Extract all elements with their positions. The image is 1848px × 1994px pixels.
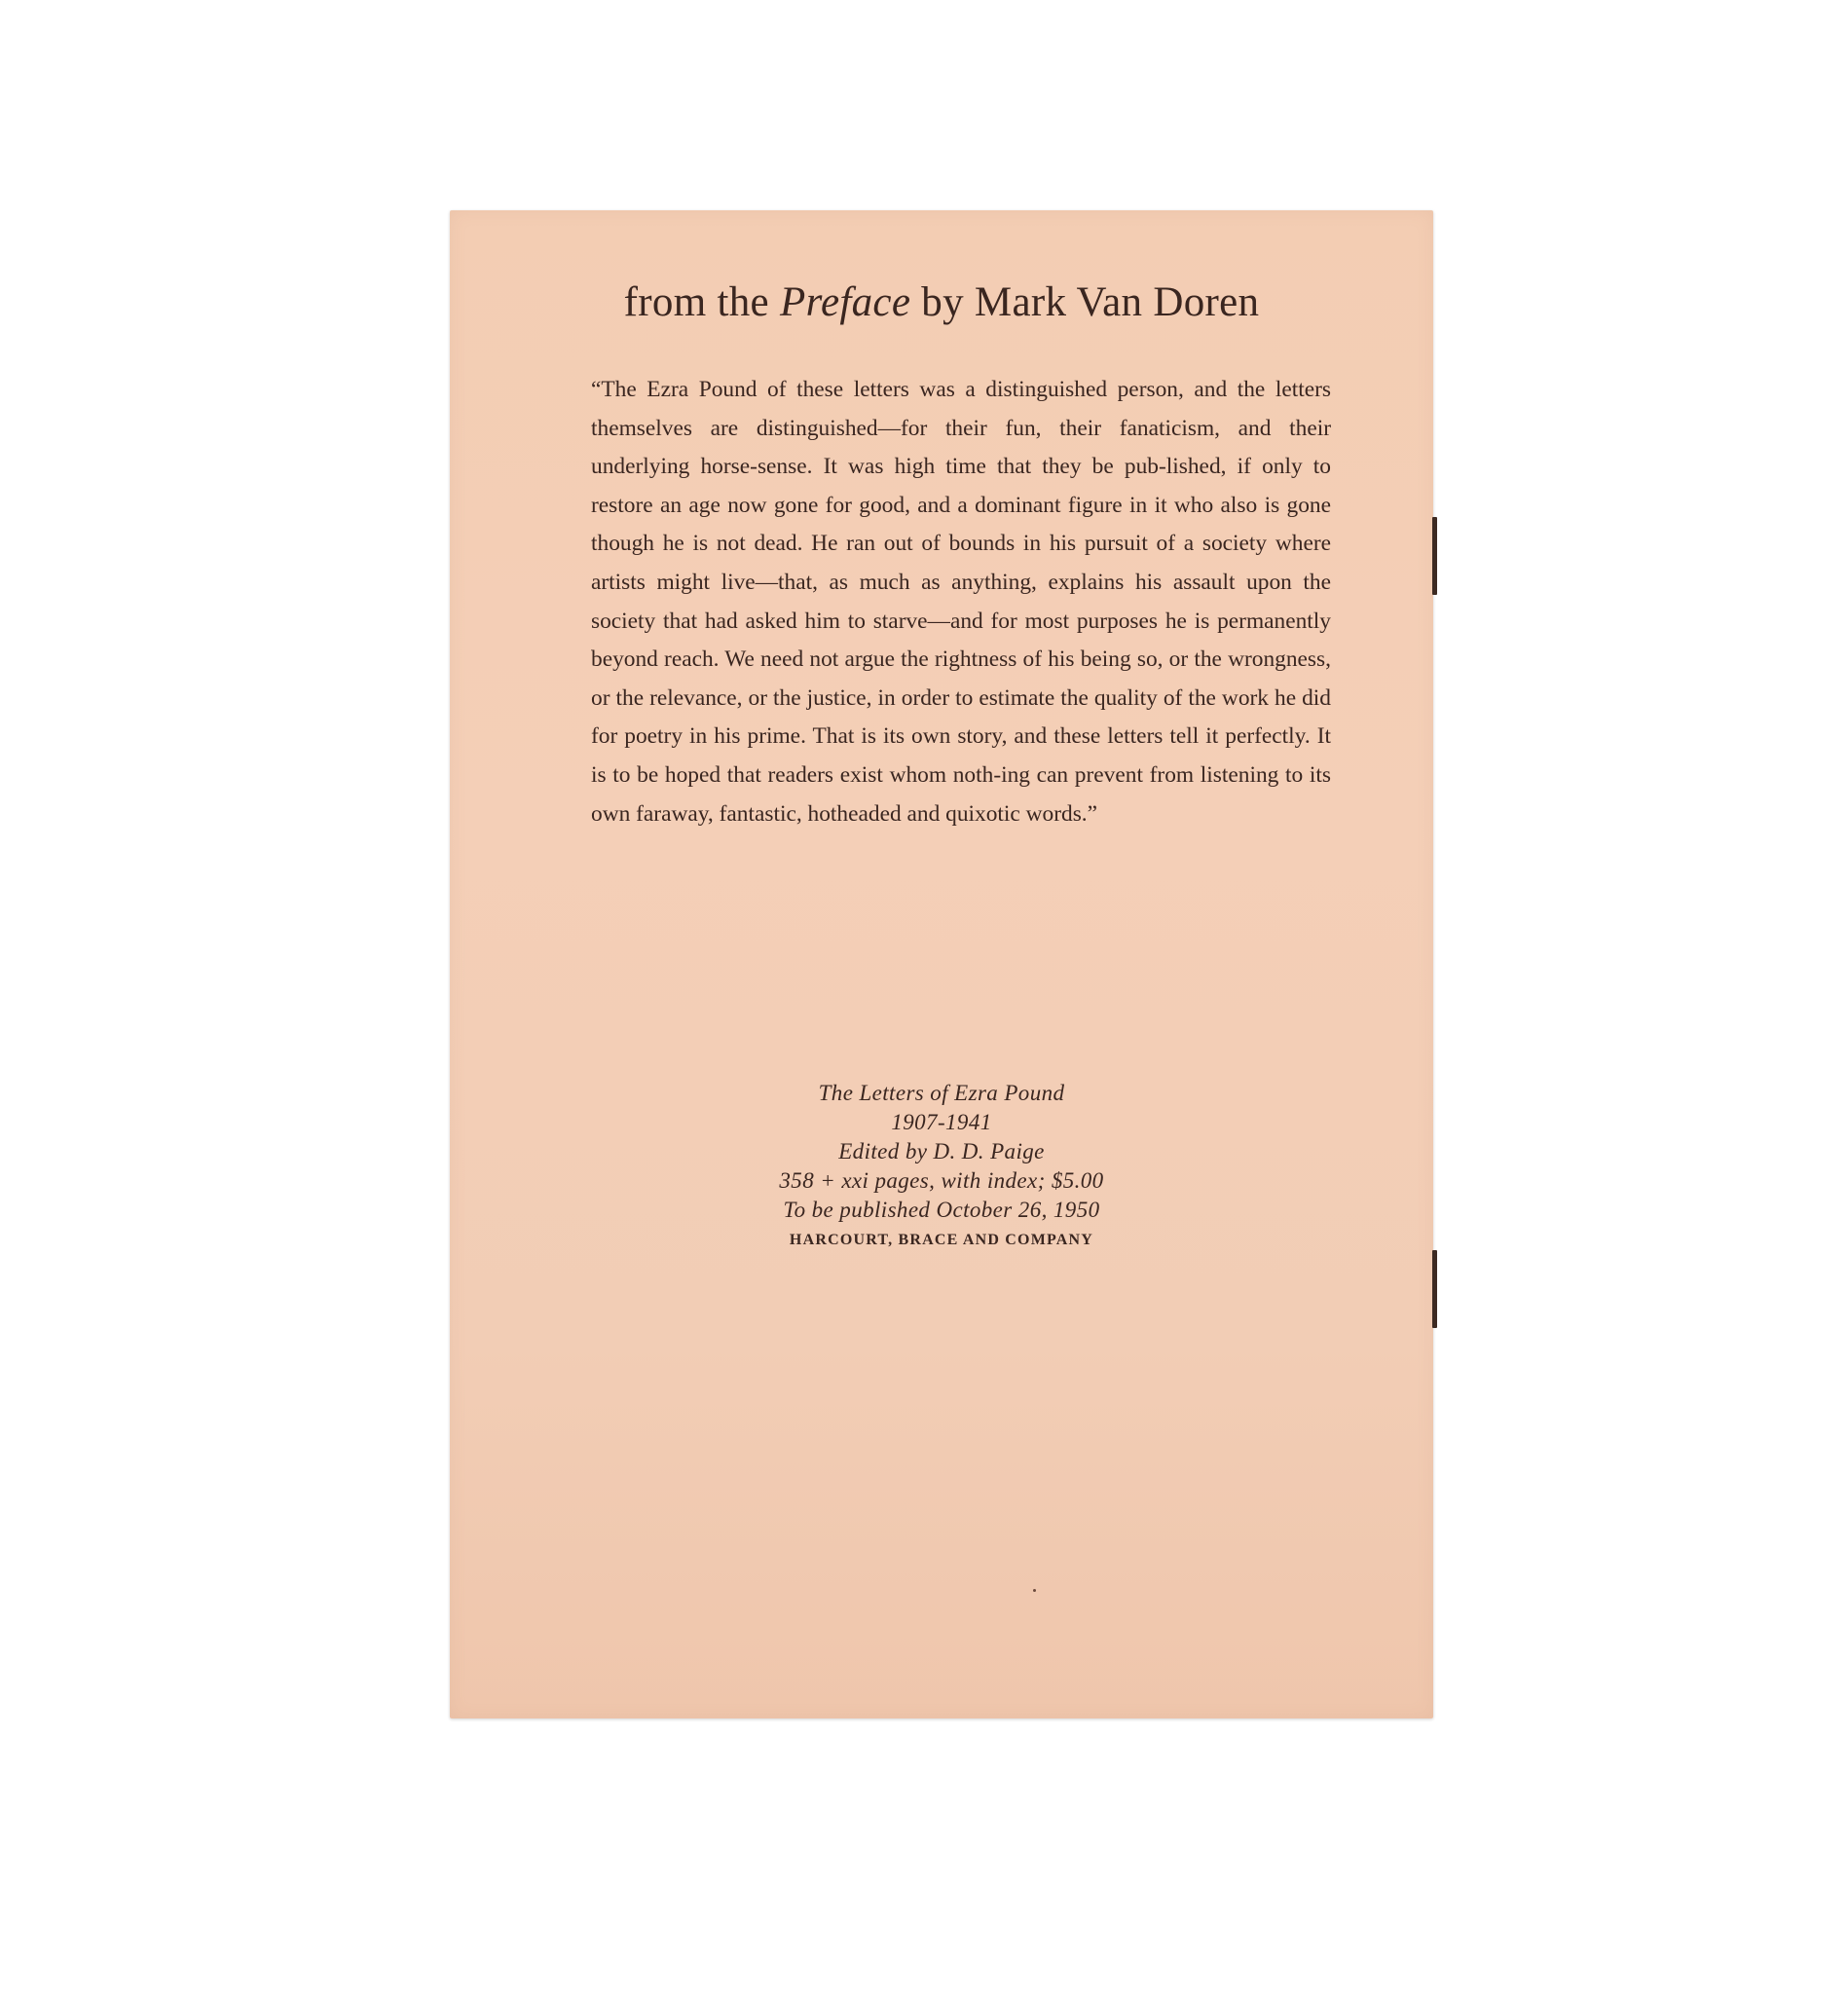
preface-heading (450, 278, 1433, 326)
colophon (450, 1079, 1433, 1254)
staple-top (1432, 517, 1437, 595)
heading-italic: Preface (780, 279, 911, 325)
publisher-name: HARCOURT, BRACE AND COMPANY (789, 1232, 1094, 1248)
book-editor: Edited by D. D. Paige (838, 1139, 1045, 1163)
paper-speck (1033, 1589, 1036, 1592)
heading-suffix: by Mark Van Doren (910, 279, 1260, 325)
book-pages-price: 358 + xxi pages, with index; $5.00 (779, 1168, 1104, 1193)
book-publication-date: To be published October 26, 1950 (783, 1198, 1100, 1222)
book-title: The Letters of Ezra Pound (818, 1081, 1065, 1105)
book-years: 1907-1941 (891, 1110, 992, 1134)
heading-prefix: from the (623, 279, 780, 325)
booklet-back-cover (450, 210, 1433, 1718)
preface-quote: “The Ezra Pound of these letters was a distinguished person, and the letters themselves are distinguished—for their fun, their fanaticism, and their underlying horse-sense. It was high time that they be pub-lished, if only to restore an age now gone for good, and a dominant figure in it who also is gone though he is not dead. He ran out of bounds in his pursuit of a society where artists might live—that, as much as anything, explains his assault upon the society that had asked him to starve—and for most purposes he is permanently beyond reach. We need not argue the rightness of his being so, or the wrongness, or the relevance, or the justice, in order to estimate the quality of the work he did for poetry in his prime. That is its own story, and these letters tell it perfectly. It is to be hoped that readers exist whom noth-ing can prevent from listening to its own faraway, fantastic, hotheaded and quixotic words.” (591, 377, 1331, 827)
staple-bottom (1432, 1250, 1437, 1328)
